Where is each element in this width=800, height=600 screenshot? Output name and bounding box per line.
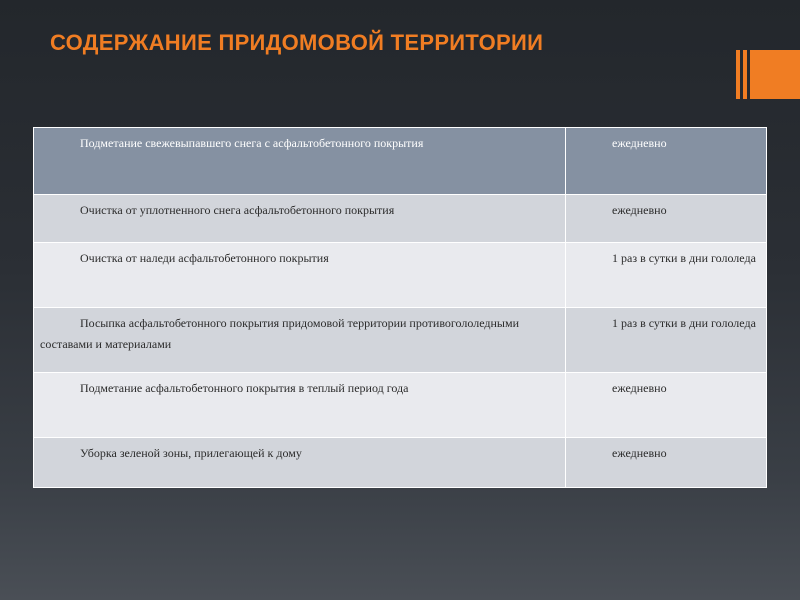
- frequency-cell: 1 раз в сутки в дни гололеда: [566, 243, 767, 308]
- table-row: [34, 438, 767, 488]
- frequency-cell: ежедневно: [566, 373, 767, 438]
- table-row: [34, 308, 767, 373]
- task-cell: Очистка от наледи асфальтобетонного покрытия: [34, 243, 566, 308]
- decor-bar-2: [743, 50, 747, 99]
- frequency-cell: ежедневно: [566, 438, 767, 488]
- task-cell: Подметание асфальтобетонного покрытия в теплый период года: [34, 373, 566, 438]
- header-frequency: ежедневно: [566, 128, 767, 195]
- header-task: Подметание свежевыпавшего снега с асфальтобетонного покрытия: [34, 128, 566, 195]
- table-row: [34, 195, 767, 243]
- task-cell: Уборка зеленой зоны, прилегающей к дому: [34, 438, 566, 488]
- decor-bar-1: [736, 50, 740, 99]
- task-cell: Очистка от уплотненного снега асфальтобетонного покрытия: [34, 195, 566, 243]
- decor-block: [750, 50, 800, 99]
- frequency-cell: 1 раз в сутки в дни гололеда: [566, 308, 767, 373]
- table-header-row: [34, 128, 767, 195]
- maintenance-table: [33, 127, 766, 488]
- table-row: [34, 243, 767, 308]
- frequency-cell: ежедневно: [566, 195, 767, 243]
- task-cell: Посыпка асфальтобетонного покрытия придомовой территории противогололедными составами и материалами: [34, 308, 566, 373]
- slide-title: СОДЕРЖАНИЕ ПРИДОМОВОЙ ТЕРРИТОРИИ: [50, 30, 544, 55]
- table-row: [34, 373, 767, 438]
